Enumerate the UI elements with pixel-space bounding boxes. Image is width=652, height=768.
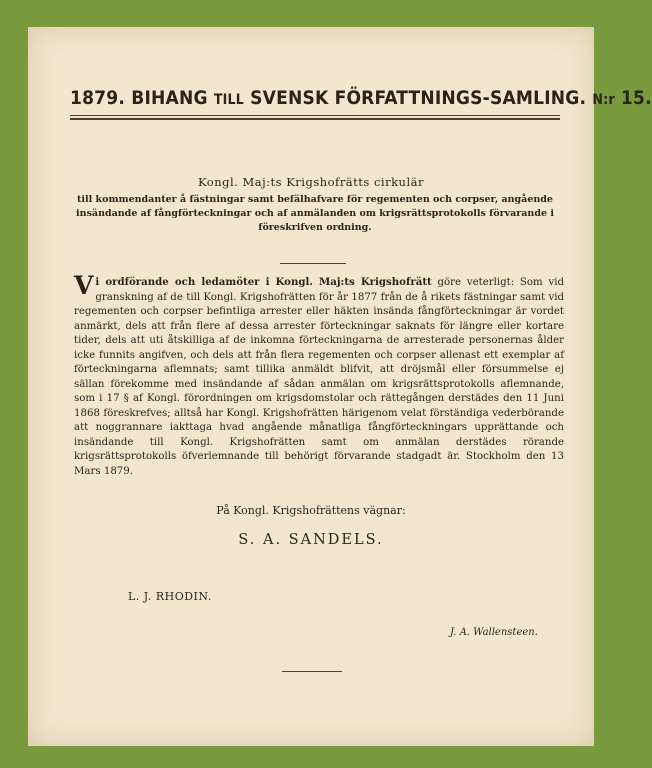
countersign-right: J. A. Wallensteen. (450, 627, 538, 638)
header-bihang: BIHANG (131, 87, 208, 109)
closing-divider (282, 671, 342, 672)
header-year: 1879. (70, 87, 126, 109)
header-till: TILL (213, 92, 244, 108)
document-title: Kongl. Maj:ts Krigshofrätts cirkulär (197, 175, 424, 189)
body-lead: i ordförande och ledamöter i Kongl. Maj:ts Krigshofrätt (95, 276, 432, 288)
title-divider (280, 263, 346, 264)
body-paragraph: göre veterligt: Som vid granskning af de till Kongl. Krigshofrätten för år 1877 från de å rikets fästningar samt vid regementen och corpser befintliga arrester eller häkten insända fångförteckningar är vordet anmärkt, dels att från flere af dessa arrester förteckningar saknats för längre eller kortare tider, dels att uti åtskilliga af de inkomna förteckningarna de arresterade personernas ålder icke funnits angifven, och dels att från flera regementen och corpser allenast ett exemplar af förteckningarna aflemnats; samt tillika anmäldt blifvit, att dröjsmål eller försummelse ej sällan förekomme med insändande af sådan anmälan om krigsrättsprotokolls aflemnande, som i 17 § af Kongl. förordningen om krigsdomstolar och rättegången derstädes den 11 Juni 1868 föreskrefves; alltså har Kongl. Krigshofrätten härigenom velat förständiga vederbörande att noggrannare iakttaga hvad angående månatliga fångförteckningars upprättande och insändande till Kongl. Krigshofrätten samt om anmälan derstädes rörande krigsrättsprotokolls öfverlemnande till behörigt förvarande stadgadt är. Stockholm den 13 Mars 1879. (74, 277, 564, 477)
document-body (74, 271, 564, 479)
countersign-left: L. J. RHODIN. (128, 590, 212, 603)
signatory-name: S. A. SANDELS. (238, 532, 384, 548)
header-rule-thick (70, 118, 560, 120)
header-number: 15. (620, 87, 652, 109)
header-number-sign: N:r (592, 92, 615, 108)
on-behalf-line: På Kongl. Krigshofrättens vägnar: (216, 504, 406, 517)
document-subtitle: till kommendanter å fästningar samt befälhafvare för regementen och corpser, angående insändande af fångförteckningar och af anmälanden om krigsrättsprotokolls förvarande i föreskrifven ordning. (76, 194, 554, 233)
document-page (28, 27, 652, 746)
header-collection: SVENSK FÖRFATTNINGS-SAMLING. (250, 87, 587, 109)
publication-header (70, 87, 652, 109)
header-rule-thin (70, 115, 560, 116)
drop-cap: V (74, 271, 94, 300)
